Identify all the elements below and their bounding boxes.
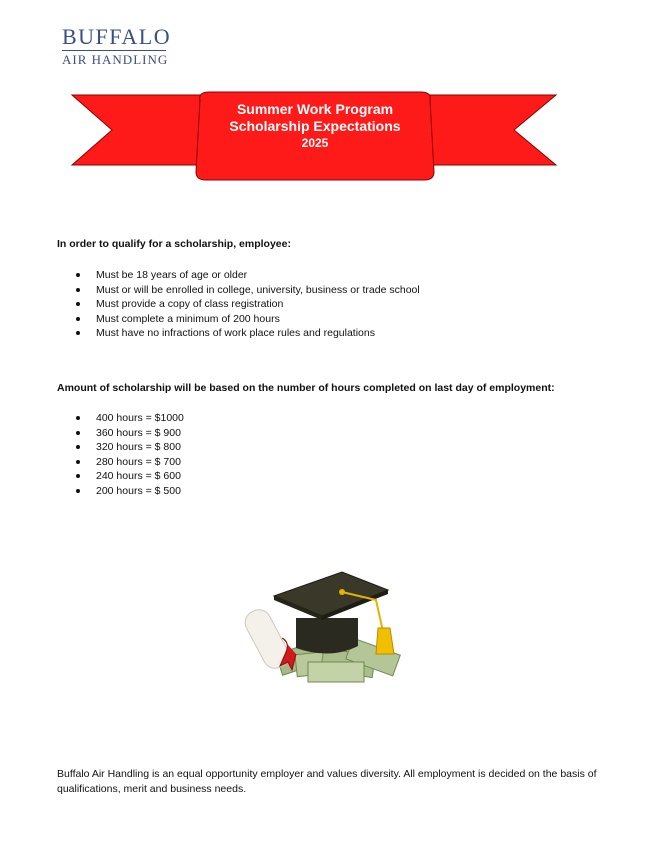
qualify-list [76, 268, 420, 341]
diploma-icon [241, 606, 296, 673]
banner-line-2: Scholarship Expectations [229, 118, 401, 134]
banner-line-1: Summer Work Program [236, 101, 394, 117]
logo-divider [62, 50, 166, 51]
qualify-heading: In order to qualify for a scholarship, employee: [57, 238, 291, 250]
list-item: 200 hours = $ 500 [76, 484, 184, 499]
list-item: 280 hours = $ 700 [76, 455, 184, 470]
list-item: 400 hours = $1000 [76, 411, 184, 426]
banner-title [195, 103, 435, 151]
list-item: Must be 18 years of age or older [76, 268, 420, 283]
list-item: Must have no infractions of work place rules and regulations [76, 326, 420, 341]
eeo-statement: Buffalo Air Handling is an equal opportunity employer and values diversity. All employment is decided on the basis of qualifications, merit and business needs. [57, 768, 597, 795]
logo-wordmark: BUFFALO [62, 24, 172, 49]
logo-subtitle: AIR HANDLING [62, 52, 169, 67]
list-item: Must provide a copy of class registration [76, 297, 420, 312]
list-item: Must or will be enrolled in college, university, business or trade school [76, 283, 420, 298]
amount-heading: Amount of scholarship will be based on the number of hours completed on last day of employment: [57, 382, 555, 394]
graduation-cap-icon [238, 566, 418, 692]
list-item: 240 hours = $ 600 [76, 469, 184, 484]
list-item: 360 hours = $ 900 [76, 426, 184, 441]
list-item: Must complete a minimum of 200 hours [76, 312, 420, 327]
amount-list [76, 411, 184, 498]
banner-line-3: 2025 [301, 136, 329, 150]
list-item: 320 hours = $ 800 [76, 440, 184, 455]
company-logo [62, 26, 171, 67]
mortarboard-icon [274, 572, 394, 654]
